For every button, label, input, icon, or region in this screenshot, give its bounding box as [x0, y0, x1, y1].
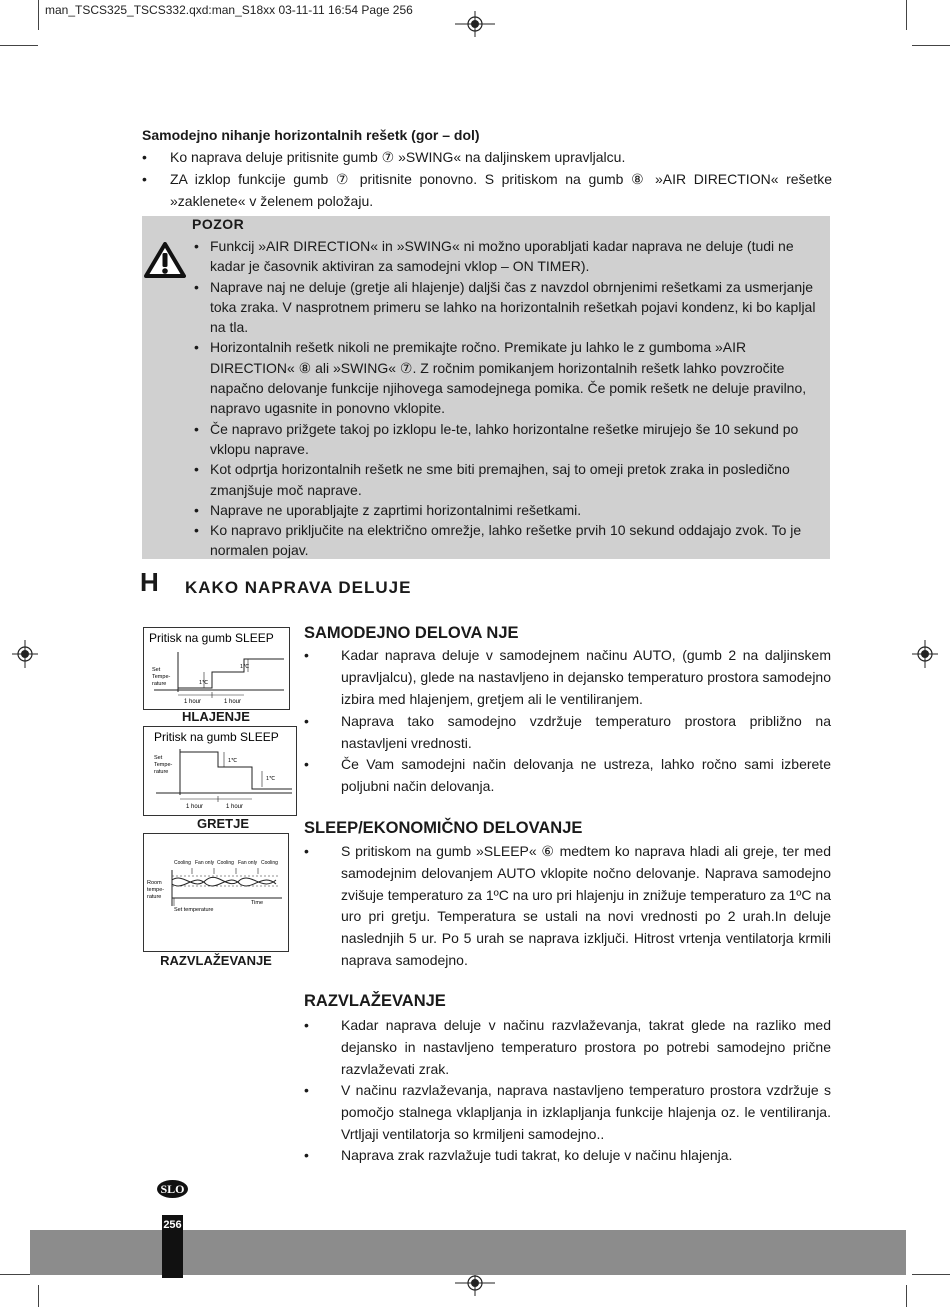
hour-label: 1 hour	[186, 804, 204, 810]
list-item	[304, 1145, 831, 1167]
set-label: Tempe-	[154, 762, 173, 768]
set-label: Set	[154, 755, 163, 761]
set-label: Set	[152, 667, 161, 673]
block-title: RAZVLAŽEVANJE	[304, 992, 446, 1010]
bullet: •	[194, 420, 199, 437]
list-item-text: S pritiskom na gumb »SLEEP« ⑥ medtem ko naprava hladi ali greje, ter med samodejnim delovanjem AUTO vklopite nočno delovanje. Naprava samodejno zvišuje temperaturo za 1ºC na uro pri hlajenju in znižuje temperaturo za 1ºC na uro pri gretju. Temperatura se ustali na novi vrednosti po 2 urah.In deluje naslednjih 5 ur. Po 5 urah se naprava izključi. Hitrost vrtenja ventilatorja krmili naprava samodejno.	[341, 843, 831, 968]
room-label: tempe-	[147, 887, 165, 893]
section-letter: H	[140, 567, 159, 597]
bullet: •	[304, 647, 309, 663]
list-item	[304, 1080, 831, 1145]
list-item-text: Naprava tako samodejno vzdržuje temperaturo prostora približno na nastavljeni vrednosti.	[341, 713, 831, 751]
bullet: •	[194, 278, 199, 295]
swing-heading: Samodejno nihanje horizontalnih rešetk (gor – dol)	[142, 127, 480, 143]
list-item	[142, 168, 832, 212]
warning-title: POZOR	[192, 216, 245, 232]
list-item-text: Naprava zrak razvlažuje tudi takrat, ko deluje v načinu hlajenja.	[341, 1147, 733, 1163]
bullet: •	[142, 171, 147, 187]
bullet: •	[304, 1082, 309, 1098]
list-item-text: Kadar naprava deluje v samodejnem načinu AUTO, (gumb 2 na daljinskem upravljalcu), glede na nastavljeno in dejansko temperaturo prostora samodejno izbira med hlajenjem, gretjem ali le ventiliranjem.	[341, 647, 831, 707]
list-item	[192, 520, 824, 561]
room-label: rature	[147, 894, 162, 900]
list-item-text: Kot odprtja horizontalnih rešetk ne sme biti premajhen, saj to omeji pretok zraka in posledično zmanjšuje moč naprave.	[210, 461, 790, 498]
delta-label: 1℃	[228, 758, 238, 764]
list-item	[304, 1015, 831, 1080]
mode-label: Cooling	[174, 860, 191, 866]
section-title: KAKO NAPRAVA DELUJE	[185, 578, 412, 597]
crop-mark	[912, 1274, 950, 1275]
list-item-text: ZA izklop funkcije gumb ⑦ pritisnite ponovno. S pritiskom na gumb ⑧ »AIR DIRECTION« rešetke »zaklenete« v želenem položaju.	[170, 171, 832, 209]
list-item-text: Če napravo prižgete takoj po izklopu le-te, lahko horizontalne rešetke mirujejo še 10 sekund po vklopu naprave.	[210, 420, 799, 457]
page-number: 256	[163, 1219, 182, 1231]
bullet: •	[194, 238, 199, 254]
crop-mark	[906, 0, 907, 30]
mode-label: Fan only	[238, 860, 258, 866]
crop-mark	[38, 1285, 39, 1307]
diagram-title: Pritisk na gumb SLEEP	[149, 631, 274, 645]
bullet: •	[304, 843, 309, 859]
list-item-text: Funkcij »AIR DIRECTION« in »SWING« ni možno uporabljati kadar naprava ne deluje (tudi ne kadar je časovnik aktiviran za samodejni vklop – ON TIMER).	[210, 238, 794, 275]
hour-label: 1 hour	[224, 699, 242, 705]
registration-mark-icon	[912, 640, 938, 668]
list-item	[192, 419, 824, 460]
list-item	[304, 645, 831, 710]
sleep-cooling-diagram	[143, 627, 290, 710]
delta-label: 1℃	[240, 664, 250, 670]
list-item	[192, 337, 824, 418]
hour-label: 1 hour	[184, 699, 202, 705]
language-badge: SLO	[157, 1180, 188, 1198]
crop-mark	[38, 0, 39, 30]
diagram-caption: HLAJENJE	[182, 709, 250, 724]
delta-label: 1℃	[199, 680, 209, 686]
block-title: SAMODEJNO DELOVA NJE	[304, 624, 519, 642]
crop-mark	[0, 45, 38, 46]
bullet: •	[304, 1147, 309, 1163]
hour-label: 1 hour	[226, 804, 244, 810]
bullet: •	[304, 756, 309, 772]
set-label: rature	[154, 769, 169, 775]
list-item	[192, 459, 824, 500]
warning-box	[142, 216, 830, 559]
set-label: rature	[152, 681, 167, 687]
sleep-heating-diagram	[143, 726, 297, 816]
time-label: Time	[251, 900, 264, 906]
dehumidification-graph	[144, 834, 288, 951]
mode-label: Cooling	[261, 860, 278, 866]
diagram-caption: GRETJE	[196, 816, 249, 831]
crop-mark	[906, 1285, 907, 1307]
list-item-text: Kadar naprava deluje v načinu razvlaževanja, takrat glede na razliko med dejansko in nastavljeno temperaturo prostora po potrebi samodejno prične razvlaževati zrak.	[341, 1017, 831, 1077]
dehumidification-diagram	[143, 833, 289, 952]
list-item	[192, 500, 824, 520]
list-item-text: Naprave ne uporabljajte z zaprtimi horizontalnimi rešetkami.	[210, 501, 582, 518]
mode-label: Cooling	[217, 860, 234, 866]
registration-mark-icon	[12, 640, 38, 668]
set-label: Tempe-	[152, 674, 171, 680]
crop-mark	[0, 1274, 30, 1275]
list-item	[142, 146, 832, 168]
list-item-text: Ko napravo priključite na električno omrežje, lahko rešetke prvih 10 sekund oddajajo zvok. To je normalen pojav.	[210, 522, 802, 559]
list-item-text: Naprave naj ne deluje (gretje ali hlajenje) daljši čas z navzdol obrnjenimi rešetkami za usmerjanje toka zraka. V nasprotnem primeru se lahko na horizontalnih rešetkah pojavi kondenz, ki bo kapljal na tla.	[210, 278, 816, 336]
bullet: •	[194, 501, 199, 518]
bullet: •	[142, 149, 147, 165]
warning-list	[192, 236, 824, 561]
diagram-title: Pritisk na gumb SLEEP	[154, 730, 279, 744]
crop-mark	[912, 45, 950, 46]
diagram-caption: RAZVLAŽEVANJE	[160, 953, 272, 968]
list-item	[192, 236, 824, 277]
registration-mark-icon	[455, 11, 495, 37]
list-item-text: Ko naprava deluje pritisnite gumb ⑦ »SWING« na daljinskem upravljalcu.	[170, 149, 626, 165]
set-temperature-label: Set temperature	[174, 907, 214, 913]
bullet: •	[304, 713, 309, 729]
delta-label: 1℃	[266, 776, 276, 782]
list-item-text: Horizontalnih rešetk nikoli ne premikajte ročno. Premikate ju lahko le z gumboma »AIR DIRECTION« ⑧ ali »SWING« ⑦. Z ročnim pomikanjem horizontalnih rešetk lahko povzročite napačno delovanje funkcije njihovega samodejnega pomika. Če pomik rešetk ne deluje pravilno, napravo ugasnite in ponovno vklopite.	[210, 339, 807, 417]
list-item	[192, 277, 824, 338]
bullet: •	[194, 461, 199, 478]
bullet: •	[194, 339, 199, 356]
list-item	[304, 754, 831, 798]
list-item-text: V načinu razvlaževanja, naprava nastavljeno temperaturo prostora vzdržuje s pomočjo stalnega vklapljanja in izklapljanja funkcije hlajenja oz. le ventiliranja. Vrtljaji ventilatorja so krmiljeni samodejno..	[341, 1082, 831, 1142]
sleep-cooling-graph	[144, 628, 289, 709]
warning-triangle-icon	[144, 242, 186, 278]
list-item-text: Če Vam samodejni način delovanja ne ustreza, lahko ročno sami izberete poljubni način delovanja.	[341, 756, 831, 794]
bullet: •	[194, 522, 199, 539]
print-slug: man_TSCS325_TSCS332.qxd:man_S18xx 03-11-11 16:54 Page 256	[45, 3, 413, 17]
room-label: Room	[147, 880, 162, 886]
list-item	[304, 841, 831, 972]
block-title: SLEEP/EKONOMIČNO DELOVANJE	[304, 819, 583, 837]
sleep-heating-graph	[144, 727, 296, 815]
mode-label: Fan only	[195, 860, 215, 866]
list-item	[304, 711, 831, 755]
bullet: •	[304, 1017, 309, 1033]
